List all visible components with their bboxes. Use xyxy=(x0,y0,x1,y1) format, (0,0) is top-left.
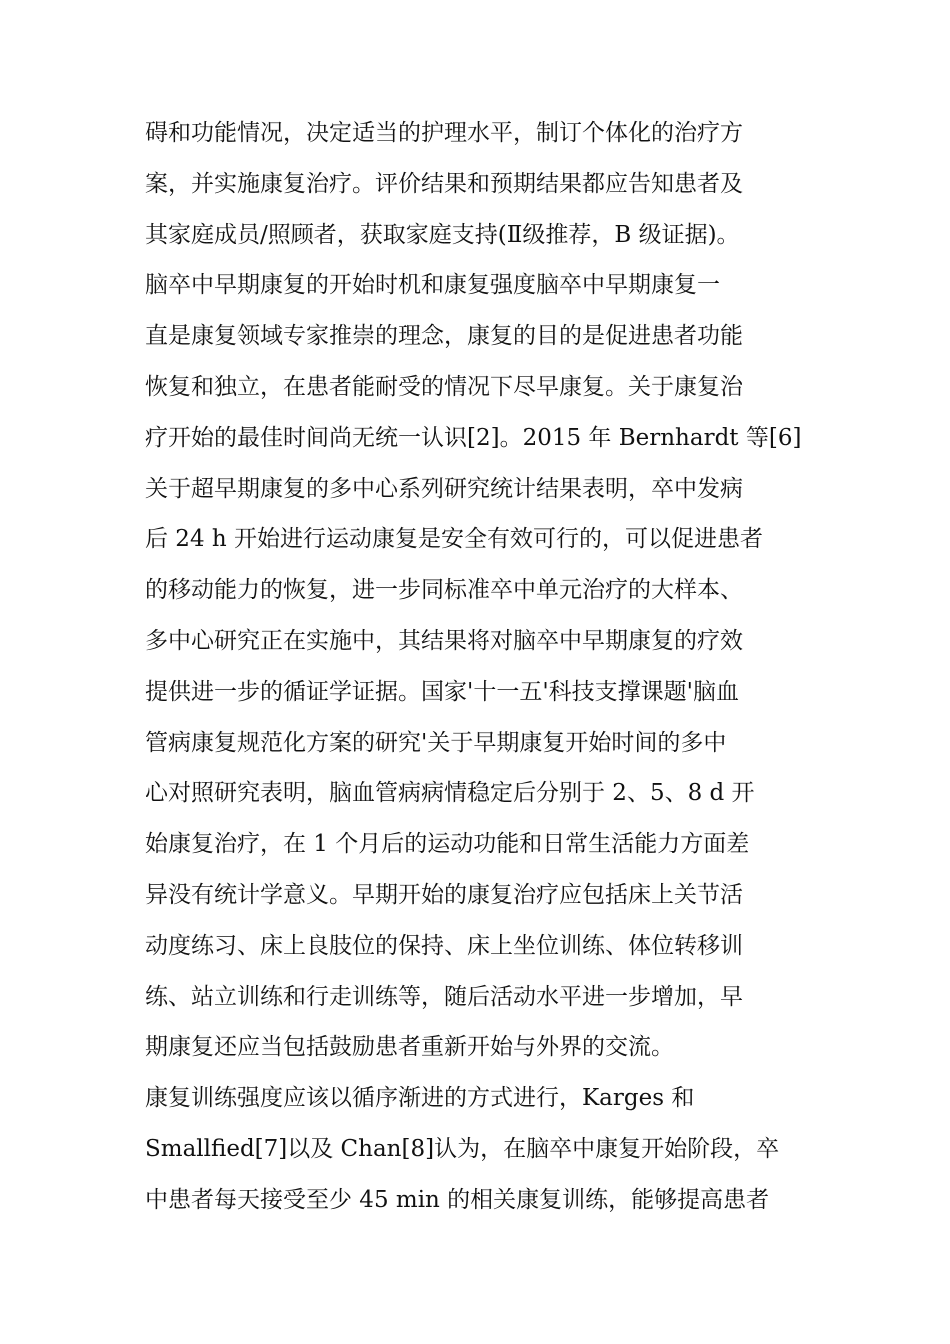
text-line: 提供进一步的循证学证据。国家'十一五'科技支撑课题'脑血 xyxy=(145,678,739,705)
text-line: 康复训练强度应该以循序渐进的方式进行，Karges 和 xyxy=(145,1085,695,1112)
text-line: 脑卒中早期康复的开始时机和康复强度脑卒中早期康复一 xyxy=(145,272,720,299)
text-line: 期康复还应当包括鼓励患者重新开始与外界的交流。 xyxy=(145,1034,674,1061)
body-text xyxy=(145,108,815,1226)
text-line: 碍和功能情况，决定适当的护理水平，制订个体化的治疗方 xyxy=(145,120,743,146)
text-line: 恢复和独立，在患者能耐受的情况下尽早康复。关于康复治 xyxy=(145,373,743,400)
text-line: 疗开始的最佳时间尚无统一认识[2]。2015 年 Bernhardt 等[6] xyxy=(145,424,802,451)
text-line: 直是康复领域专家推崇的理念，康复的目的是促进患者功能 xyxy=(145,323,743,350)
text-line: 异没有统计学意义。早期开始的康复治疗应包括床上关节活 xyxy=(145,881,743,908)
text-line: 中患者每天接受至少 45 min 的相关康复训练，能够提高患者 xyxy=(145,1186,770,1213)
text-line: Smallfied[7]以及 Chan[8]认为，在脑卒中康复开始阶段，卒 xyxy=(145,1135,780,1162)
text-line: 其家庭成员/照顾者，获取家庭支持(Ⅱ级推荐，B 级证据)。 xyxy=(145,221,740,248)
text-line: 管病康复规范化方案的研究'关于早期康复开始时间的多中 xyxy=(145,729,727,756)
text-line: 动度练习、床上良肢位的保持、床上坐位训练、体位转移训 xyxy=(145,932,743,959)
text-line: 关于超早期康复的多中心系列研究统计结果表明，卒中发病 xyxy=(145,475,743,502)
text-line: 练、站立训练和行走训练等，随后活动水平进一步增加，早 xyxy=(145,983,743,1010)
text-line: 案，并实施康复治疗。评价结果和预期结果都应告知患者及 xyxy=(145,170,743,197)
text-line: 心对照研究表明，脑血管病病情稳定后分别于 2、5、8 d 开 xyxy=(145,780,755,807)
text-line: 的移动能力的恢复，进一步同标准卒中单元治疗的大样本、 xyxy=(145,577,743,604)
text-line: 多中心研究正在实施中，其结果将对脑卒中早期康复的疗效 xyxy=(145,627,743,654)
text-line: 后 24 h 开始进行运动康复是安全有效可行的，可以促进患者 xyxy=(145,526,764,553)
text-line: 始康复治疗，在 1 个月后的运动功能和日常生活能力方面差 xyxy=(145,831,750,858)
